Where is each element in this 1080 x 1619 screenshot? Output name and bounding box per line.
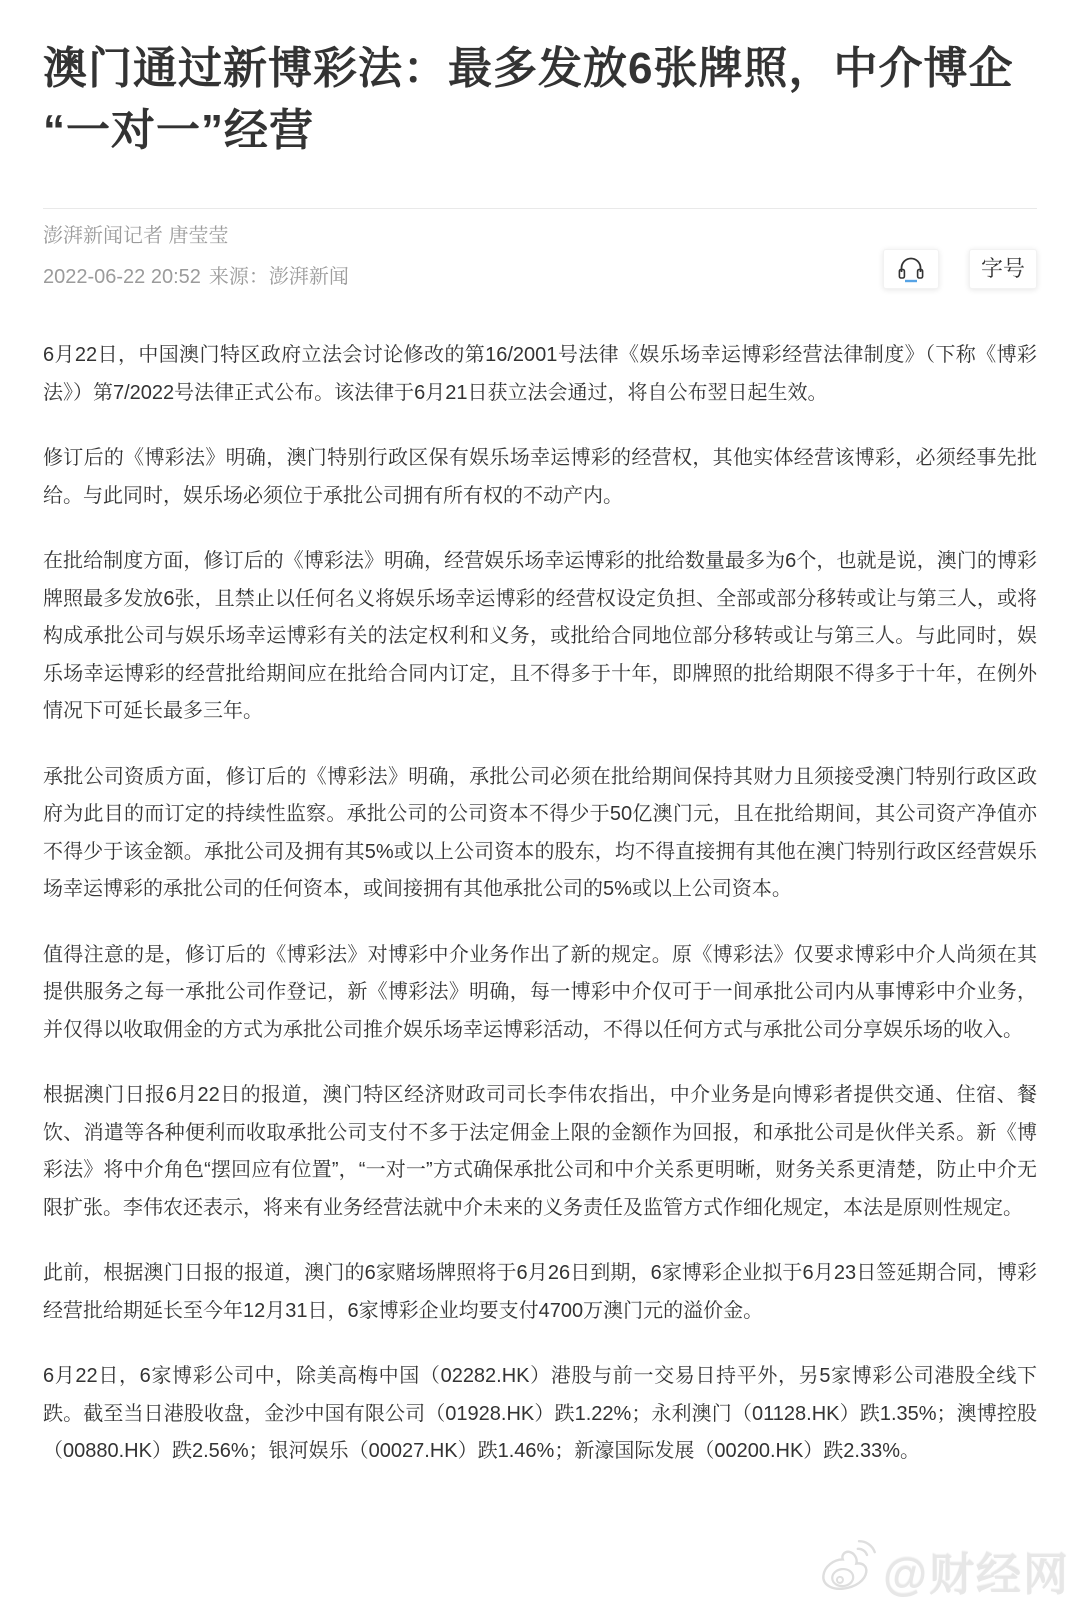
meta-row — [43, 257, 1037, 297]
article-content — [0, 38, 1080, 1471]
weibo-icon — [814, 1537, 882, 1604]
article-body — [43, 337, 1037, 1471]
article-actions — [883, 249, 1037, 289]
watermark — [817, 1538, 1070, 1603]
paragraph-7: 此前，根据澳门日报的报道，澳门的6家赌场牌照将于6月26日到期，6家博彩企业拟于6月23日签延期合同，博彩经营批给期延长至今年12月31日，6家博彩企业均要支付4700万澳门元的溢价金。 — [43, 1262, 1037, 1322]
publish-date: 2022-06-22 20:52 — [43, 266, 201, 288]
paragraph-4: 承批公司资质方面，修订后的《博彩法》明确，承批公司必须在批给期间保持其财力且须接受澳门特别行政区政府为此目的而订定的持续性监察。承批公司的公司资本不得少于50亿澳门元，且在批给期间，其公司资产净值亦不得少于该金额。承批公司及拥有其5%或以上公司资本的股东，均不得直接拥有其他在澳门特别行政区经营娱乐场幸运博彩的承批公司的任何资本，或间接拥有其他承批公司的5%或以上公司资本。 — [43, 765, 1037, 900]
paragraph-5: 值得注意的是，修订后的《博彩法》对博彩中介业务作出了新的规定。原《博彩法》仅要求博彩中介人尚须在其提供服务之每一承批公司作登记，新《博彩法》明确，每一博彩中介仅可于一间承批公司内从事博彩中介业务，并仅得以收取佣金的方式为承批公司推介娱乐场幸运博彩活动，不得以任何方式与承批公司分享娱乐场的收入。 — [43, 943, 1037, 1041]
paragraph-8: 6月22日，6家博彩公司中，除美高梅中国（02282.HK）港股与前一交易日持平外，另5家博彩公司港股全线下跌。截至当日港股收盘，金沙中国有限公司（01928.HK）跌1.22%；永利澳门（01128.HK）跌1.35%；澳博控股（00880.HK）跌2.56%；银河娱乐（00027.HK）跌1.46%；新濠国际发展（00200.HK）跌2.33%。 — [43, 1365, 1037, 1462]
paragraph-3: 在批给制度方面，修订后的《博彩法》明确，经营娱乐场幸运博彩的批给数量最多为6个，也就是说，澳门的博彩牌照最多发放6张，且禁止以任何名义将娱乐场幸运博彩的经营权设定负担、全部或部分移转或让与第三人，或将构成承批公司与娱乐场幸运博彩有关的法定权利和义务，或批给合同地位部分移转或让与第三人。与此同时，娱乐场幸运博彩的经营批给期间应在批给合同内订定，且不得多于十年，即牌照的批给期限不得多于十年，在例外情况下可延长最多三年。 — [43, 550, 1037, 722]
watermark-text: @财经网 — [883, 1549, 1070, 1600]
font-size-button[interactable]: 字号 — [969, 249, 1037, 289]
source-label: 来源：澎湃新闻 — [208, 266, 349, 288]
author-line: 澎湃新闻记者 唐莹莹 — [43, 225, 229, 247]
paragraph-2: 修订后的《博彩法》明确，澳门特别行政区保有娱乐场幸运博彩的经营权，其他实体经营该博彩，必须经事先批给。与此同时，娱乐场必须位于承批公司拥有所有权的不动产内。 — [43, 447, 1037, 507]
paragraph-1: 6月22日，中国澳门特区政府立法会讨论修改的第16/2001号法律《娱乐场幸运博彩经营法律制度》（下称《博彩法》）第7/2022号法律正式公布。该法律于6月21日获立法会通过，将自公布翌日起生效。 — [43, 344, 1037, 404]
paragraph-6: 根据澳门日报6月22日的报道，澳门特区经济财政司司长李伟农指出，中介业务是向博彩者提供交通、住宿、餐饮、消遣等各种便利而收取承批公司支付不多于法定佣金上限的金额作为回报，和承批公司是伙伴关系。新《博彩法》将中介角色“摆回应有位置”，“一对一”方式确保承批公司和中介关系更明晰，财务关系更清楚，防止中介无限扩张。李伟农还表示，将来有业务经营法就中介未来的义务责任及监管方式作细化规定，本法是原则性规定。 — [43, 1084, 1037, 1219]
headphones-icon — [895, 255, 927, 283]
page-title: 澳门通过新博彩法：最多发放6张牌照，中介博企“一对一”经营 — [43, 44, 1014, 155]
listen-button[interactable] — [883, 249, 939, 289]
divider — [43, 208, 1037, 209]
